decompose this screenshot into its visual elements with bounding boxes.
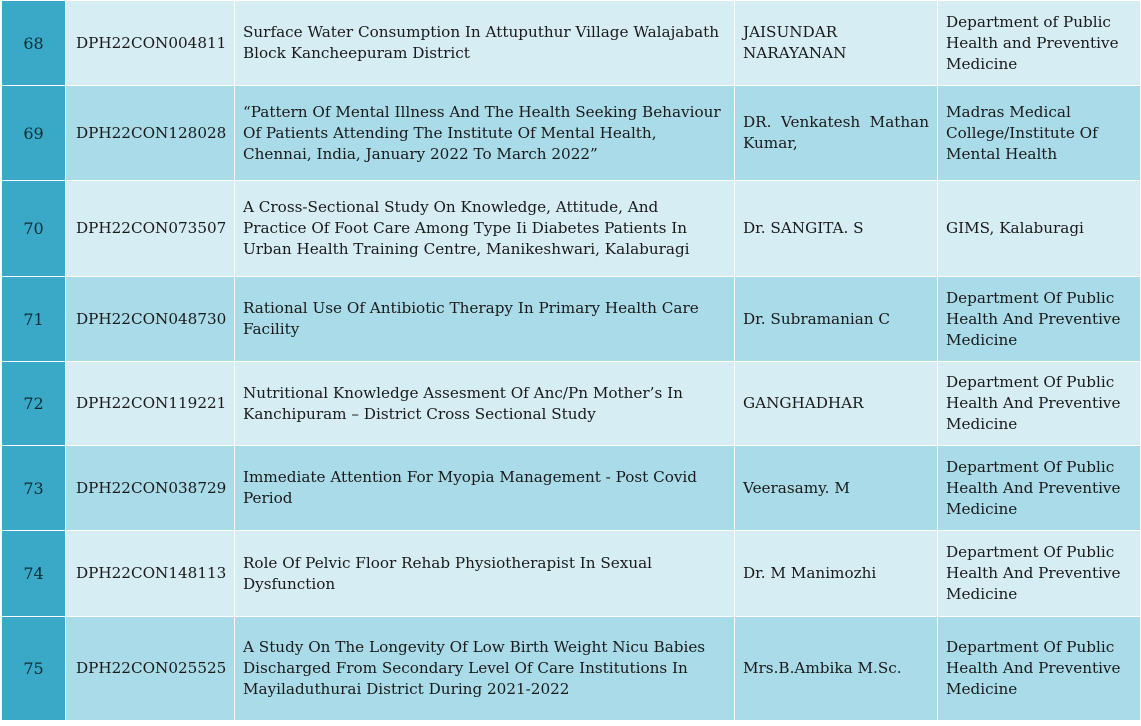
abstracts-table-body	[2, 1, 1141, 721]
author-name: Dr. Subramanian C	[735, 277, 938, 362]
abstract-title: Nutritional Knowledge Assesment Of Anc/Pn Mother’s In Kanchipuram – District Cross Sectional Study	[235, 362, 735, 446]
submission-id: DPH22CON148113	[66, 531, 235, 617]
abstract-title: A Cross-Sectional Study On Knowledge, Attitude, And Practice Of Foot Care Among Type Ii Diabetes Patients In Urban Health Training Centre, Manikeshwari, Kalaburagi	[235, 181, 735, 277]
institution: GIMS, Kalaburagi	[938, 181, 1141, 277]
abstract-title: A Study On The Longevity Of Low Birth Weight Nicu Babies Discharged From Secondary Level Of Care Institutions In Mayiladuthurai District During 2021-2022	[235, 617, 735, 721]
serial-number: 73	[2, 446, 66, 531]
author-name: JAISUNDAR NARAYANAN	[735, 1, 938, 86]
author-name: Veerasamy. M	[735, 446, 938, 531]
submission-id: DPH22CON004811	[66, 1, 235, 86]
institution: Department Of Public Health And Preventive Medicine	[938, 362, 1141, 446]
author-name: Dr. M Manimozhi	[735, 531, 938, 617]
abstract-title: Surface Water Consumption In Attuputhur Village Walajabath Block Kancheepuram District	[235, 1, 735, 86]
abstracts-table	[1, 0, 1141, 721]
abstract-title: Immediate Attention For Myopia Management - Post Covid Period	[235, 446, 735, 531]
abstract-title: “Pattern Of Mental Illness And The Health Seeking Behaviour Of Patients Attending The Institute Of Mental Health, Chennai, India, January 2022 To March 2022”	[235, 86, 735, 181]
institution: Madras Medical College/Institute Of Mental Health	[938, 86, 1141, 181]
table-row	[2, 277, 1141, 362]
author-name: Mrs.B.Ambika M.Sc.	[735, 617, 938, 721]
submission-id: DPH22CON128028	[66, 86, 235, 181]
table-row	[2, 1, 1141, 86]
serial-number: 70	[2, 181, 66, 277]
table-row	[2, 617, 1141, 721]
author-name: Dr. SANGITA. S	[735, 181, 938, 277]
serial-number: 68	[2, 1, 66, 86]
serial-number: 69	[2, 86, 66, 181]
submission-id: DPH22CON048730	[66, 277, 235, 362]
institution: Department Of Public Health And Preventive Medicine	[938, 446, 1141, 531]
serial-number: 75	[2, 617, 66, 721]
serial-number: 74	[2, 531, 66, 617]
abstract-title: Role Of Pelvic Floor Rehab Physiotherapist In Sexual Dysfunction	[235, 531, 735, 617]
submission-id: DPH22CON038729	[66, 446, 235, 531]
table-row	[2, 181, 1141, 277]
submission-id: DPH22CON025525	[66, 617, 235, 721]
table-row	[2, 86, 1141, 181]
table-row	[2, 446, 1141, 531]
abstract-title: Rational Use Of Antibiotic Therapy In Primary Health Care Facility	[235, 277, 735, 362]
table-row	[2, 362, 1141, 446]
author-name: GANGHADHAR	[735, 362, 938, 446]
serial-number: 71	[2, 277, 66, 362]
submission-id: DPH22CON073507	[66, 181, 235, 277]
institution: Department of Public Health and Preventive Medicine	[938, 1, 1141, 86]
institution: Department Of Public Health And Preventive Medicine	[938, 277, 1141, 362]
table-row	[2, 531, 1141, 617]
institution: Department Of Public Health And Preventive Medicine	[938, 531, 1141, 617]
serial-number: 72	[2, 362, 66, 446]
institution: Department Of Public Health And Preventive Medicine	[938, 617, 1141, 721]
author-name-text: DR. Venkatesh Mathan Kumar,	[743, 113, 929, 152]
submission-id: DPH22CON119221	[66, 362, 235, 446]
author-name	[735, 86, 938, 181]
